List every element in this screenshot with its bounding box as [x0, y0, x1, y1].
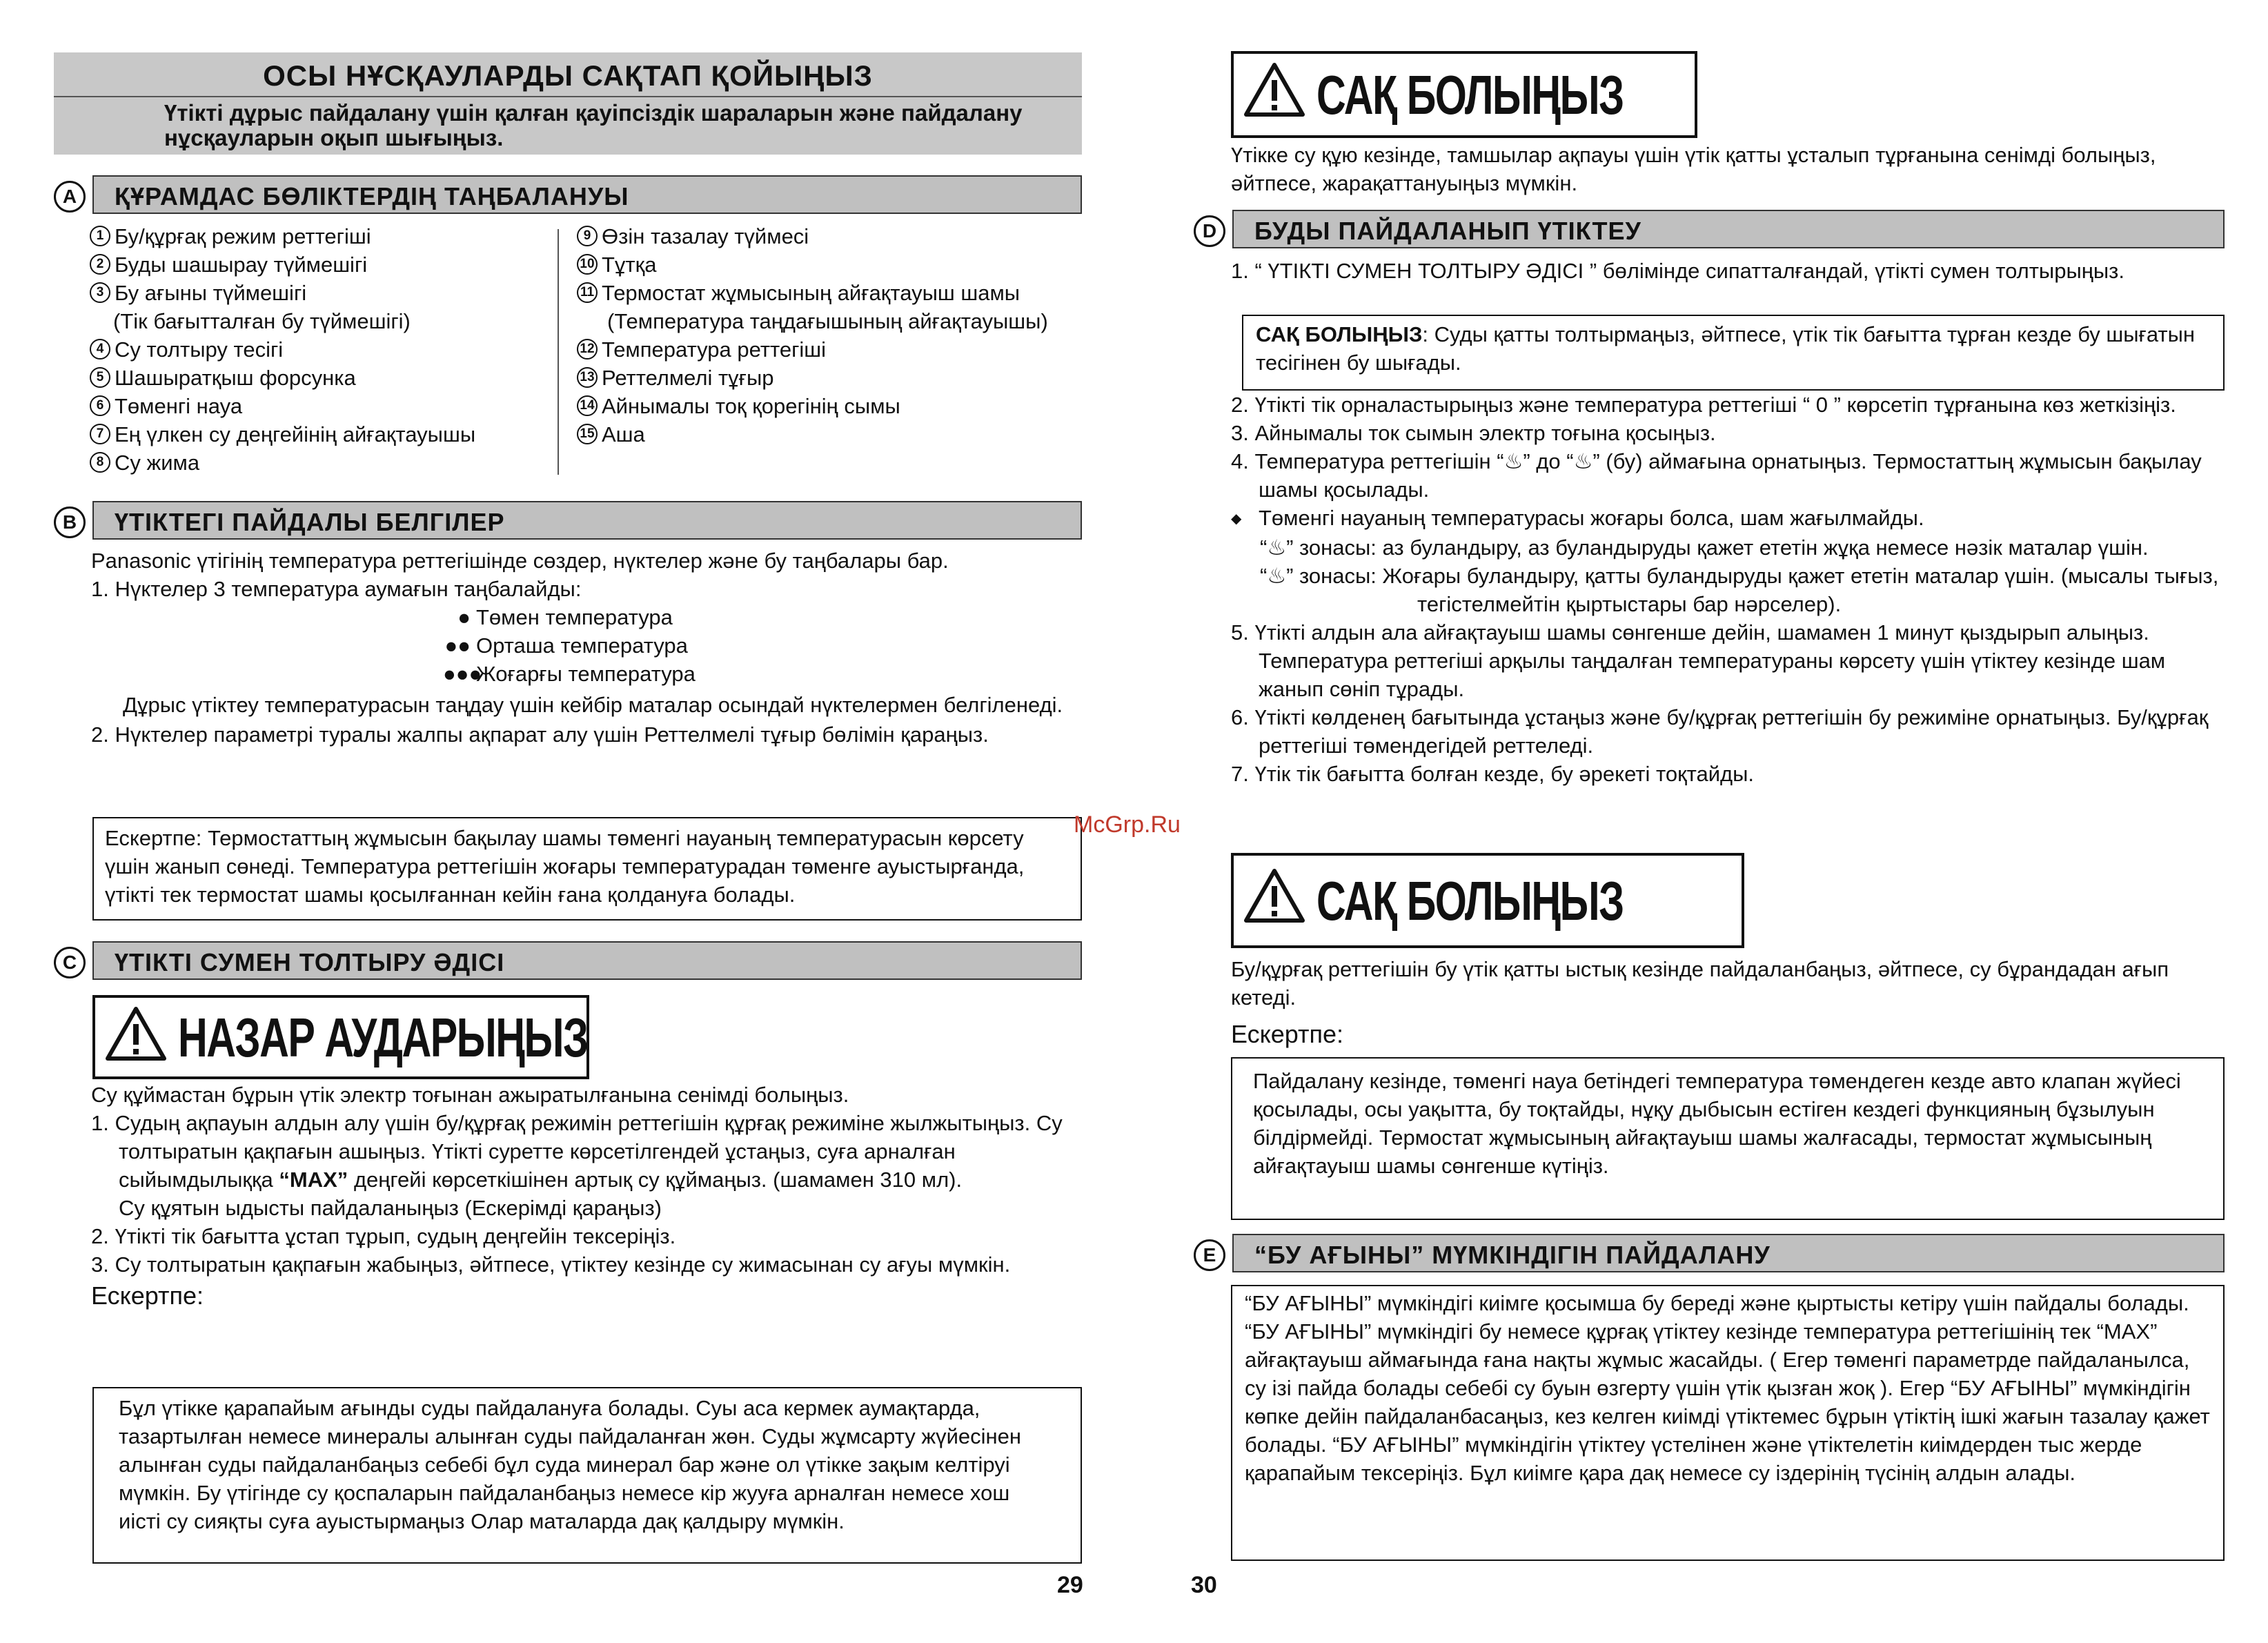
section-b-letter: B — [54, 506, 86, 538]
right-page — [1173, 0, 2268, 1643]
section-c-item-1: 1. Судың ақпауын алдын алу үшін бу/құрғақ режимін реттегішін құрғақ режиміне жылжытыңыз. Су толтыратын қақпағын ашыңыз. Үтікті суретте көрсетілгендей ұстаңыз, суға арналған сыйымдылыққа “MAX” деңгейі көрсеткішінен артық су құймаңыз. (шамамен 310 мл). — [91, 1111, 1063, 1192]
part-item: 6 Төменгі науа — [90, 392, 559, 420]
section-c-note-box — [92, 1387, 1082, 1564]
section-e-box — [1231, 1285, 2225, 1561]
part-item: 2 Буды шашырау түймешігі — [90, 250, 559, 279]
section-c-note: Бұл үтікке қарапайым ағынды суды пайдалануға болады. Суы аса кермек аумақтарда, тазартылған немесе минералы алынған суды пайдаланған жөн. Суды жұмсарту жүйесінен алынған суды пайдаланбаңыз себебі бұл суда минерал бар және ол үтікке зақым келтіруі мүмкін. Бу үтігінде су қоспаларын пайдаланбаңыз немесе кір жууға арналған немесе хош иісті су сияқты суға ауыстырмаңыз Олар маталарда дақ қалдыру мүмкін. — [119, 1396, 1022, 1533]
temp-level: ●●●Жоғарғы температура — [443, 662, 696, 686]
section-b-item-2: 2. Нүктелер параметрі туралы жалпы ақпарат алу үшін Реттелмелі тұғыр бөлімін қараңыз. — [91, 722, 989, 747]
section-e-letter: E — [1194, 1239, 1225, 1271]
part-item: 4 Су толтыру тесігі — [90, 335, 559, 364]
section-b-note-box — [92, 817, 1082, 921]
section-d-item-4: 4. Температура реттегішін “♨” до “♨” (бу) аймағына орнатыңыз. Термостаттың жұмысын бақылау шамы қосылады. — [1231, 449, 2202, 502]
section-c-note-label: Ескертпе: — [91, 1281, 204, 1310]
section-c-item-1-note: Су құятын ыдысты пайдаланыңыз (Ескерімді қараңыз) — [119, 1196, 662, 1220]
section-d-caution-box — [1242, 315, 2225, 391]
part-item: 10 Тұтқа — [577, 250, 1087, 279]
part-item: 14 Айнымалы тоқ қорегінің сымы — [577, 392, 1087, 420]
section-d-body — [1231, 391, 2225, 788]
section-c-intro: Су құймастан бұрын үтік электр тоғынан ажыратылғанына сенімді болыңыз. — [91, 1083, 849, 1107]
caution-warning-box-2 — [1231, 853, 1744, 948]
section-d-title: БУДЫ ПАЙДАЛАНЫП ҮТІКТЕУ — [1254, 217, 1641, 245]
part-item: 9 Өзін тазалау түймесі — [577, 222, 1087, 250]
section-a-title: ҚҰРАМДАС БӨЛІКТЕРДІҢ ТАҢБАЛАНУЫ — [115, 182, 629, 210]
section-d-zone-1: “♨” зонасы: аз буландыру, аз буландыруды қажет ететін жұқа немесе нәзік маталар үшін. — [1260, 535, 2149, 560]
caution-warning-label-1: САҚ БОЛЫҢЫЗ — [1317, 64, 1624, 126]
part-item: 5 Шашыратқыш форсунка — [90, 364, 559, 392]
temperature-levels — [91, 603, 1092, 688]
right-note: Пайдалану кезінде, төменгі науа бетіндегі температура төмендеген кезде авто клапан жүйесі қосылады, осы уақытта, бу тоқтайды, нұқу дыбысын естіген кездегі функцияның бұзылуын білдірмейді. Термостат жұмысының айғақтауыш шамы жалғасады, термостат жұмысының айғақтауыш шамы сөнгенше күтіңіз. — [1253, 1069, 2181, 1178]
caution-warning-box-1 — [1231, 51, 1697, 138]
page-number-right: 30 — [1191, 1572, 1217, 1598]
section-e-header — [1194, 1234, 2225, 1272]
warning-triangle-icon — [1243, 62, 1305, 117]
attention-warning-label: НАЗАР АУДАРЫҢЫЗ — [178, 1007, 588, 1068]
section-a-header — [54, 175, 1082, 214]
save-instructions-banner — [54, 52, 1082, 155]
section-d-item-2: 2. Үтікті тік орналастырыңыз және температура реттегіші “ 0 ” көрсетіп тұрғанына көз жеткізіңіз. — [1231, 393, 2176, 417]
right-note-label: Ескертпе: — [1231, 1020, 1344, 1048]
section-a-letter: A — [54, 181, 86, 213]
section-e-title: “БУ АҒЫНЫ” МҮМКІНДІГІН ПАЙДАЛАНУ — [1254, 1241, 1771, 1269]
warning-triangle-icon — [105, 1006, 167, 1061]
part-item: 15 Аша — [577, 420, 1087, 449]
attention-warning-box — [92, 995, 589, 1079]
section-c-item-2: 2. Үтікті тік бағытта ұстап тұрып, судың деңгейін тексеріңіз. — [91, 1224, 676, 1248]
section-c-letter: C — [54, 947, 86, 978]
banner-divider — [54, 96, 1082, 97]
temp-level: ● Төмен температура — [457, 605, 673, 629]
section-d-item-6: 6. Үтікті көлденең бағытында ұстаңыз және бу/құрғақ реттегішін бу режиміне орнатыңыз. Бу/құрғақ реттегіші төмендегідей реттеледі. — [1231, 705, 2209, 758]
section-d-caution-label: САҚ БОЛЫҢЫЗ — [1256, 322, 1423, 346]
parts-list-left — [90, 222, 559, 477]
section-b-header — [54, 501, 1082, 540]
section-b-title: ҮТІКТЕГІ ПАЙДАЛЫ БЕЛГІЛЕР — [115, 508, 505, 536]
section-d-header — [1194, 210, 2225, 248]
part-item-note: (Тік бағытталған бу түймешігі) — [113, 309, 411, 333]
caution-text-1: Үтікке су құю кезінде, тамшылар ақпауы үшін үтік қатты ұсталып тұрғанына сенімді болыңыз, әйтпесе, жарақаттануыңыз мүмкін. — [1231, 143, 2156, 195]
column-divider — [558, 229, 559, 475]
section-d-item-1: 1. “ ҮТІКТІ СУМЕН ТОЛТЫРУ ӘДІСІ ” бөлімінде сипатталғандай, үтікті сумен толтырыңыз. — [1231, 259, 2124, 283]
warning-triangle-icon — [1243, 868, 1305, 923]
part-item: 13 Реттелмелі тұғыр — [577, 364, 1087, 392]
section-b-para: Дұрыс үтіктеу температурасын таңдау үшін кейбір маталар осындай нүктелермен белгіленеді. — [123, 693, 1063, 717]
caution-text-2: Бу/құрғақ реттегішін бу үтік қатты ыстық кезінде пайдаланбаңыз, әйтпесе, су бұрандадан ағып кетеді. — [1231, 957, 2169, 1010]
right-note-box — [1231, 1057, 2225, 1220]
section-c-title: ҮТІКТІ СУМЕН ТОЛТЫРУ ӘДІСІ — [115, 948, 505, 976]
section-d-bullet: ◆ Төменгі науаның температурасы жоғары болса, шам жағылмайды. — [1231, 504, 2225, 533]
left-page — [0, 0, 1118, 1643]
section-c-item-3: 3. Су толтыратын қақпағын жабыңыз, әйтпесе, үтіктеу кезінде су жимасынан су ағуы мүмкін. — [91, 1252, 1011, 1277]
max-label: “MAX” — [279, 1168, 348, 1192]
section-b-intro: Panasonic үтігінің температура реттегішінде сөздер, нүктелер және бу таңбалары бар. — [91, 549, 949, 573]
section-b-item-1: 1. Нүктелер 3 температура аумағын таңбалайды: — [91, 577, 582, 601]
caution-warning-label-2: САҚ БОЛЫҢЫЗ — [1317, 870, 1624, 932]
section-c-body — [91, 1081, 1092, 1310]
banner-subtitle: Үтікті дұрыс пайдалану үшін қалған қауіпсіздік шараларын және пайдалану нұсқауларын оқып шығыңыз. — [164, 100, 1023, 150]
part-item: 12 Температура реттегіші — [577, 335, 1087, 364]
page-number-left: 29 — [1057, 1572, 1083, 1598]
section-c-header — [54, 941, 1082, 980]
watermark: McGrp.Ru — [1074, 811, 1181, 838]
section-b-note: Ескертпе: Термостаттың жұмысын бақылау шамы төменгі науаның температурасын көрсету үшін жанып сөнеді. Температура реттегішін жоғары температурадан төменге ауыстырғанда, үтікті тек термостат шамы қосылғаннан кейін ғана қолдануға болады. — [105, 826, 1025, 907]
part-item-note: (Температура таңдағышының айғақтауышы) — [607, 309, 1048, 333]
part-item: 11 Термостат жұмысының айғақтауыш шамы — [577, 279, 1087, 307]
bullet-icon: ◆ — [1231, 511, 1242, 527]
section-d-caution-text: : Суды қатты толтырмаңыз, әйтпесе, үтік тік бағытта тұрған кезде бу шығатын тесігінен бу шығады. — [1256, 322, 2196, 375]
section-b-body — [91, 547, 1092, 749]
parts-list-right — [577, 222, 1087, 449]
section-d-item-3: 3. Айнымалы ток сымын электр тоғына қосыңыз. — [1231, 421, 1716, 445]
part-item: 3 Бу ағыны түймешігі — [90, 279, 559, 307]
part-item: 7 Ең үлкен су деңгейінің айғақтауышы — [90, 420, 559, 449]
section-d-item-7: 7. Үтік тік бағытта болған кезде, бу әрекеті тоқтайды. — [1231, 762, 1755, 787]
temp-level: ●● Орташа температура — [444, 633, 688, 658]
banner-title: ОСЫ НҰСҚАУЛАРДЫ САҚТАП ҚОЙЫҢЫЗ — [263, 59, 873, 92]
section-d-item-5: 5. Үтікті алдын ала айғақтауыш шамы сөнгенше дейін, шамамен 1 минут қыздырып алыңыз. Температура реттегіші арқылы таңдалған температураны көрсету үшін үтіктеу кезінде шам жанып сөніп тұрады. — [1231, 620, 2166, 702]
section-d-letter: D — [1194, 215, 1225, 247]
section-e-text: “БУ АҒЫНЫ” мүмкіндігі киімге қосымша бу береді және қыртысты кетіру үшін пайдалы болады. “БУ АҒЫНЫ” мүмкіндігі бу немесе құрғақ үтіктеу кезінде температура реттегішінің тек “MAX” айғақтауыш аймағында ғана нақты жұмыс жасайды. ( Егер төменгі параметрде пайдаланылса, су ізі пайда болады себебі су буын өзгерту үшін үтік қызған жоқ ). Егер “БУ АҒЫНЫ” мүмкіндігін көпке дейін пайдаланбасаңыз, кез келген киімді үтіктемес бұрын үтіктің ішкі жағын тазалау қажет болады. “БУ АҒЫНЫ” мүмкіндігін үтіктеу үстелінен және үтіктелетін киімдерден тыс жерде қарапайым тексеріңіз. Бұл киімге қара дақ немесе су іздерінің түсінің алдын алады. — [1245, 1291, 2210, 1485]
part-item: 1 Бу/құрғақ режим реттегіші — [90, 222, 559, 250]
section-d-zone-2: “♨” зонасы: Жоғары буландыру, қатты буландыруды қажет ететін маталар үшін. (мысалы тығыз, тегістелмейтін қыртыстары бар нәрселер). — [1260, 564, 2219, 617]
part-item: 8 Су жима — [90, 449, 559, 477]
